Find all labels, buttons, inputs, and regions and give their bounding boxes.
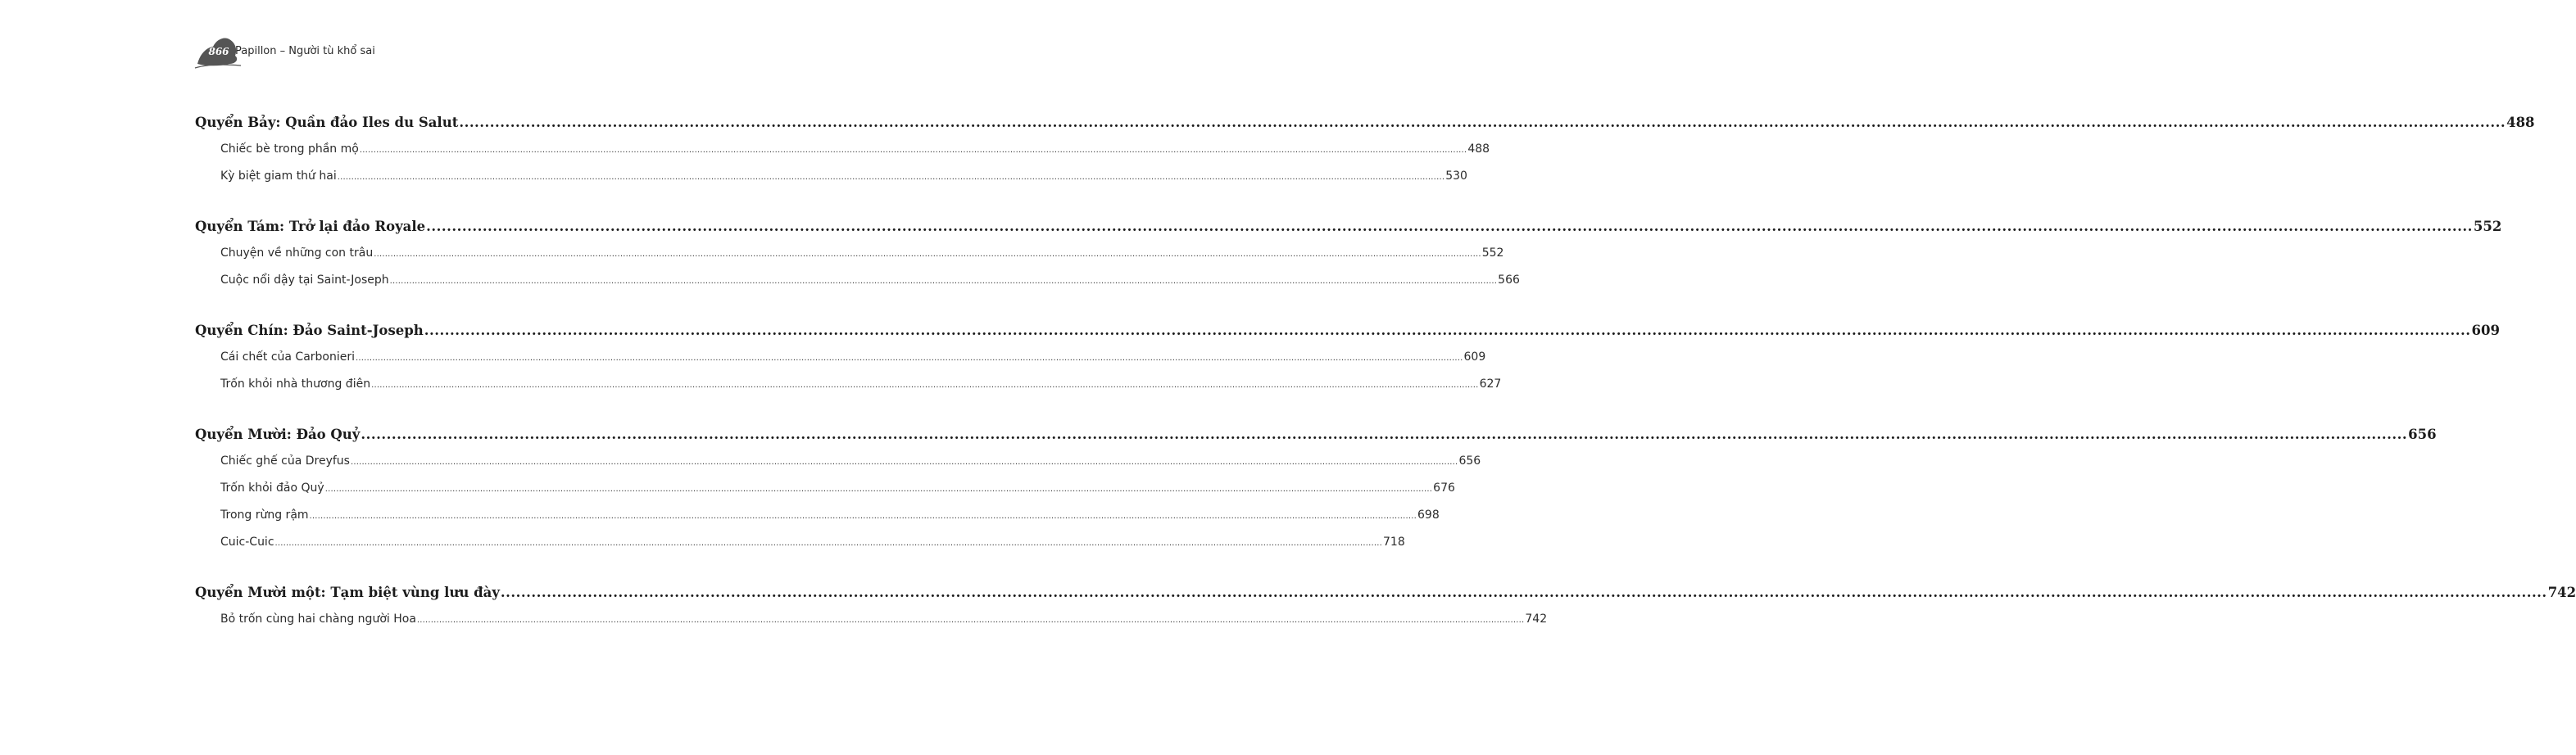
chapter-entry-title: Chuyện về những con trâu	[220, 246, 374, 260]
book-heading-page: 742	[2547, 585, 2576, 600]
book-heading-page: 656	[2408, 427, 2437, 442]
page-number: 866	[208, 46, 229, 57]
chapter-entry	[195, 163, 1467, 190]
dot-leader: ................................................................................................................................................................................................................................................................................................................................................................................................................	[274, 539, 1383, 548]
chapter-entry-title: Cuic-Cuic	[220, 536, 274, 549]
book-heading	[195, 214, 2502, 240]
dot-leader: ................................................................................................................................................................................................................................................................................................................................................................................................................	[424, 323, 2471, 338]
chapter-entry-title: Bỏ trốn cùng hai chàng người Hoa	[220, 613, 416, 626]
chapter-entry	[195, 136, 1490, 163]
book-heading-title: Quyển Bảy: Quần đảo Iles du Salut	[195, 115, 459, 130]
chapter-entry-title: Cái chết của Carbonieri	[220, 350, 356, 364]
book-heading	[195, 110, 2535, 136]
chapter-entry-page: 676	[1433, 481, 1455, 495]
dot-leader: ................................................................................................................................................................................................................................................................................................................................................................................................................	[356, 354, 1463, 363]
dot-leader: ................................................................................................................................................................................................................................................................................................................................................................................................................	[459, 115, 2506, 130]
dot-leader: ................................................................................................................................................................................................................................................................................................................................................................................................................	[361, 427, 2408, 442]
book-heading-page: 488	[2506, 115, 2535, 130]
chapter-entry	[195, 344, 1486, 371]
book-heading-title: Quyển Mười một: Tạm biệt vùng lưu đày	[195, 585, 500, 600]
book-heading	[195, 318, 2500, 344]
toc-section	[195, 110, 2535, 190]
chapter-entry-title: Cuộc nổi dậy tại Saint-Joseph	[220, 274, 389, 287]
toc-section	[195, 318, 2500, 398]
dot-leader: ................................................................................................................................................................................................................................................................................................................................................................................................................	[389, 277, 1498, 286]
book-heading-page: 552	[2473, 219, 2502, 234]
chapter-entry-page: 566	[1498, 274, 1520, 287]
chapter-entry-page: 718	[1383, 536, 1405, 549]
chapter-entry-title: Chiếc bè trong phần mộ	[220, 142, 359, 156]
dot-leader: ................................................................................................................................................................................................................................................................................................................................................................................................................	[324, 485, 1433, 494]
chapter-entry-title: Kỳ biệt giam thứ hai	[220, 170, 337, 183]
running-title: Papillon – Người tù khổ sai	[235, 45, 375, 57]
chapter-entry-page: 656	[1458, 454, 1481, 468]
chapter-entry-title: Trốn khỏi nhà thương điên	[220, 378, 371, 391]
chapter-entry	[195, 502, 1440, 529]
book-heading	[195, 580, 2576, 606]
chapter-entry	[195, 267, 1520, 294]
dot-leader: ................................................................................................................................................................................................................................................................................................................................................................................................................	[371, 381, 1479, 390]
dot-leader: ................................................................................................................................................................................................................................................................................................................................................................................................................	[426, 219, 2473, 234]
chapter-entry	[195, 475, 1455, 502]
dot-leader: ................................................................................................................................................................................................................................................................................................................................................................................................................	[309, 512, 1417, 521]
chapter-entry	[195, 448, 1481, 475]
book-heading	[195, 422, 2437, 448]
book-heading-page: 609	[2471, 323, 2500, 338]
chapter-entry-title: Trốn khỏi đảo Quỷ	[220, 481, 324, 495]
chapter-entry-page: 552	[1481, 246, 1504, 260]
chapter-entry-page: 627	[1479, 378, 1502, 391]
dot-leader: ................................................................................................................................................................................................................................................................................................................................................................................................................	[416, 616, 1525, 625]
chapter-entry-page: 742	[1525, 613, 1548, 626]
chapter-entry-title: Chiếc ghế của Dreyfus	[220, 454, 350, 468]
dot-leader: ................................................................................................................................................................................................................................................................................................................................................................................................................	[359, 146, 1467, 155]
book-heading-title: Quyển Tám: Trở lại đảo Royale	[195, 219, 426, 234]
toc-section	[195, 580, 2576, 633]
dot-leader: ................................................................................................................................................................................................................................................................................................................................................................................................................	[350, 458, 1458, 467]
dot-leader: ................................................................................................................................................................................................................................................................................................................................................................................................................	[500, 585, 2547, 600]
dot-leader: ................................................................................................................................................................................................................................................................................................................................................................................................................	[374, 250, 1481, 259]
chapter-entry-page: 609	[1463, 350, 1486, 364]
toc-section	[195, 214, 2502, 294]
chapter-entry-page: 530	[1445, 170, 1467, 183]
chapter-entry-page: 488	[1467, 142, 1490, 156]
toc-section	[195, 422, 2437, 556]
chapter-entry	[195, 371, 1502, 398]
book-heading-title: Quyển Mười: Đảo Quỷ	[195, 427, 361, 442]
chapter-entry-page: 698	[1417, 509, 1440, 522]
dot-leader: ................................................................................................................................................................................................................................................................................................................................................................................................................	[337, 173, 1445, 182]
book-heading-title: Quyển Chín: Đảo Saint-Joseph	[195, 323, 424, 338]
chapter-entry	[195, 606, 1548, 633]
table-of-contents	[195, 110, 2576, 657]
chapter-entry	[195, 240, 1504, 267]
chapter-entry	[195, 529, 1405, 556]
chapter-entry-title: Trong rừng rậm	[220, 509, 309, 522]
